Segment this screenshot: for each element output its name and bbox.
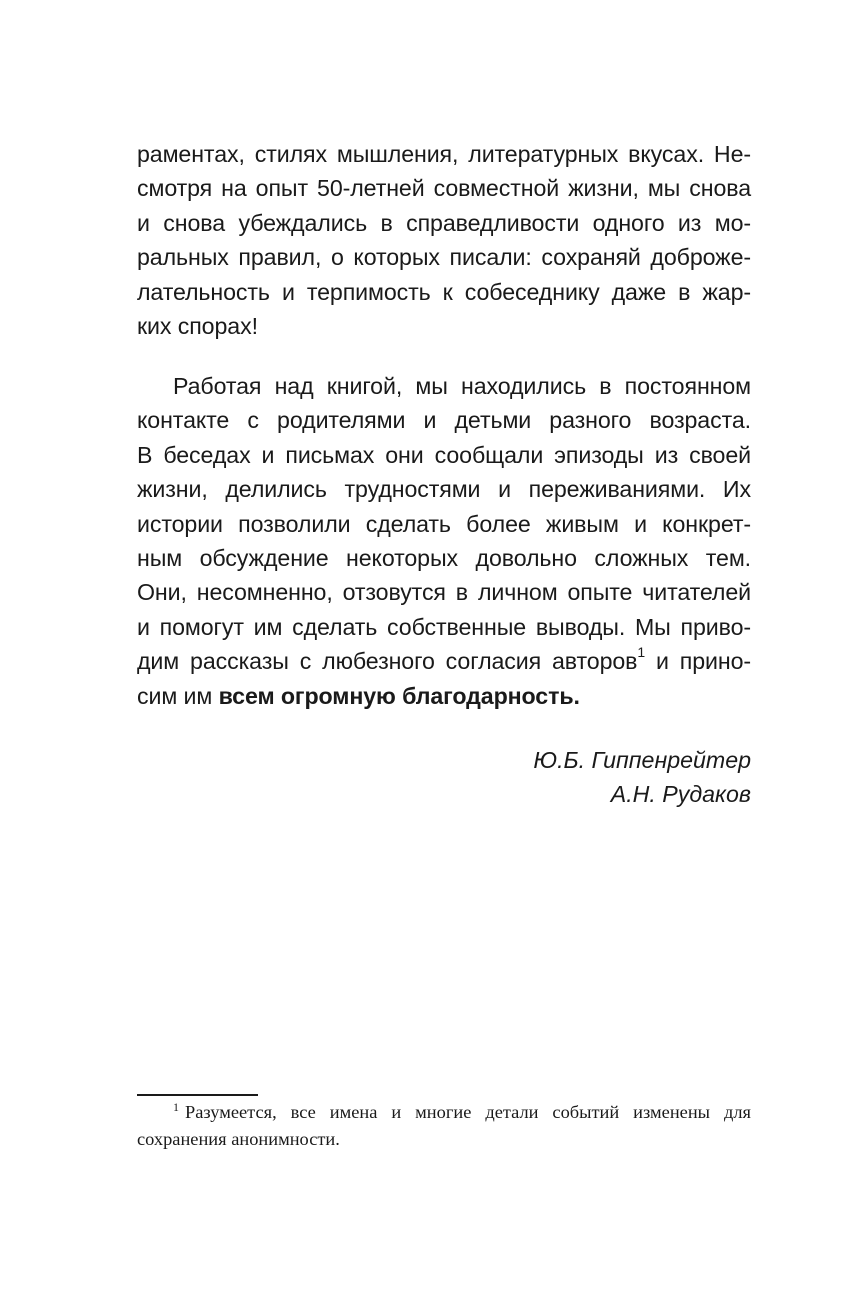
footnote-text: Разумеется, все имена и многие детали событий изменены для (185, 1102, 751, 1122)
emphasized-text: всем огромную благодарность. (218, 682, 580, 709)
footnote-divider (137, 1094, 258, 1096)
footnote-reference[interactable]: 1 (637, 644, 646, 661)
paragraph-line (137, 644, 751, 678)
paragraph-line: истории позволили сделать более живым и конкрет- (137, 510, 751, 537)
paragraph-line: В беседах и письмах они сообщали эпизоды из своей (137, 441, 751, 468)
line-text: и прино- (645, 648, 751, 675)
footnote (137, 1099, 751, 1153)
paragraph-line: Они, несомненно, отзовутся в личном опыте читателей (137, 579, 751, 606)
author-name: Ю.Б. Гиппенрейтер (533, 747, 751, 773)
footnote-number: 1 (173, 1099, 179, 1114)
paragraph-line: Работая над книгой, мы находились в постоянном (173, 373, 751, 399)
footnote-line: сохранения анонимности. (137, 1129, 340, 1149)
paragraph-line: ких спорах! (137, 312, 258, 339)
paragraph-line: раментах, стилях мышления, литературных вкусах. Не- (137, 141, 751, 167)
author-name: А.Н. Рудаков (610, 781, 751, 808)
paragraph-line: ральных правил, о которых писали: сохраняй доброже- (137, 244, 751, 271)
paragraph-line: ным обсуждение некоторых довольно сложных тем. (137, 544, 751, 571)
paragraph-line (137, 679, 751, 713)
line-text: дим рассказы с любезного согласия авторов (137, 648, 638, 675)
footnote-line (137, 1099, 751, 1126)
paragraph-1 (137, 137, 751, 343)
paragraph-line: лательность и терпимость к собеседнику даже в жар- (137, 278, 751, 305)
signature-block (351, 743, 751, 812)
line-text: сим им (137, 682, 219, 709)
paragraph-line: контакте с родителями и детьми разного возраста. (137, 407, 751, 434)
paragraph-line: и помогут им сделать собственные выводы. Мы приво- (137, 613, 751, 640)
paragraph-line: смотря на опыт 50-летней совместной жизни, мы снова (137, 175, 751, 202)
paragraph-line: жизни, делились трудностями и переживаниями. Их (137, 476, 751, 503)
paragraph-2 (137, 369, 751, 713)
paragraph-line: и снова убеждались в справедливости одного из мо- (137, 209, 751, 236)
